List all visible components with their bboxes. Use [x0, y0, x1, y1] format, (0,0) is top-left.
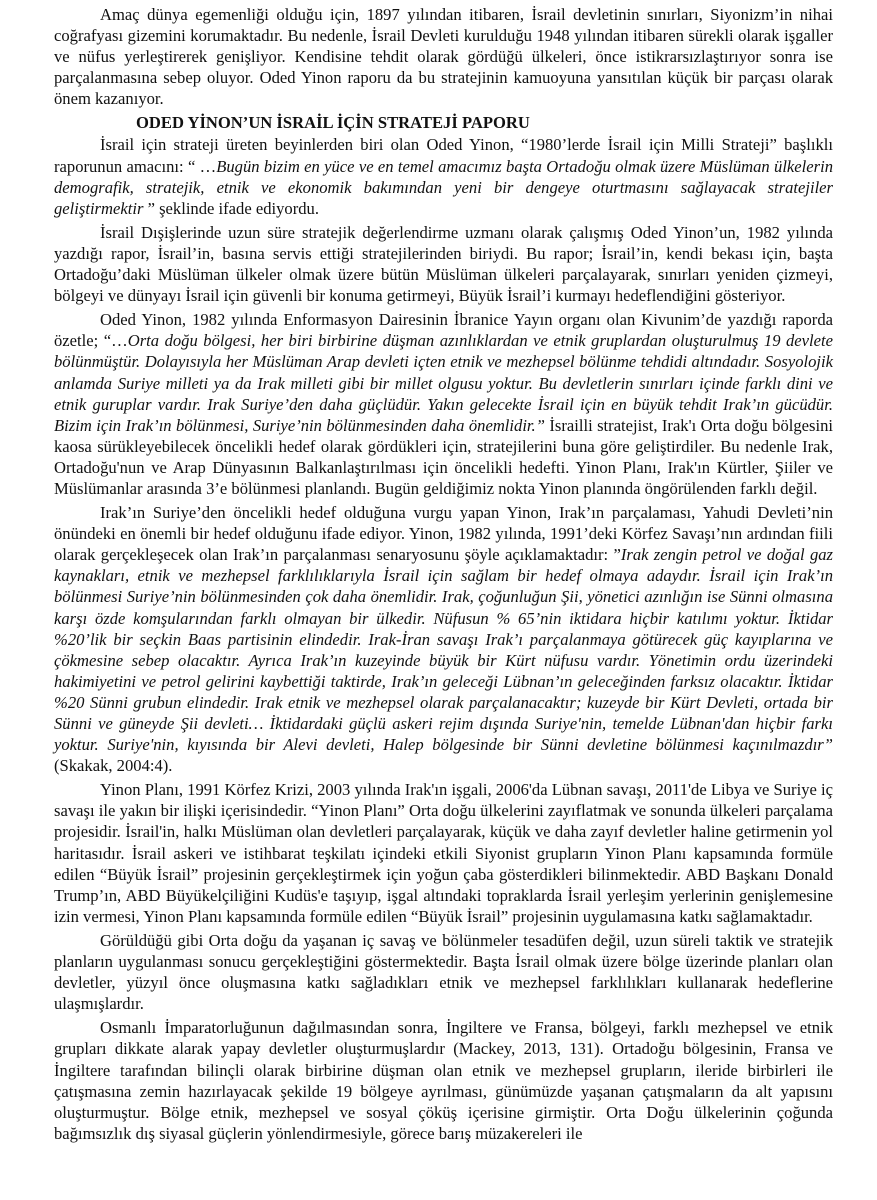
paragraph-text: İsrail için strateji üreten beyinlerden biri olan Oded Yinon, “1980’lerde İsrail için Milli Strateji” başlıklı raporunun amacını: “ … — [54, 135, 833, 176]
paragraph-text: ” şeklinde ifade ediyordu. — [143, 198, 319, 218]
citation: (Skakak, 2004:4). — [54, 756, 173, 776]
section-heading: ODED YİNON’UN İSRAİL İÇİN STRATEJİ PAPORU — [136, 113, 530, 133]
paragraph-text: İsrailli stratejist, Irak'ı Orta doğu bölgesini kaosa sürükleyebilecek öncelikli hedef olarak gördükleri için, stratejilerini buna göre geliştirdiler. Bu nedenle Irak, Ortadoğu'nun ve Arap Dünyasının Balkanlaştırılması için öncelikli hedefti. Yinon Planı, Irak'ın Kürtler, Şiiler ve Müslümanlar arasında 3’e bölünmesi planlandı. Bugün geldiğimiz nokta Yinon planında öngörülenden farklı değil. — [54, 415, 833, 498]
paragraph-text: Oded Yinon, 1982 yılında Enformasyon Dairesinin İbranice Yayın organı olan Kivunim’de yazdığı raporda özetle; “… — [54, 310, 833, 351]
paragraph-yinon-plan: Yinon Planı, 1991 Körfez Krizi, 2003 yılında Irak'ın işgali, 2006'da Lübnan savaşı, 2011'de Libya ve Suriye iç savaşı ile yakın bir ilişki içerisindedir. “Yinon Planı” Orta doğu ülkelerini zayıflatmak ve sonunda ülkeleri parçalama projesidir. İsrail'in, halkı Müslüman olan devletleri parçalayarak, küçük ve daha zayıf devletler haline getirmenin yol haritasıdır. İsrail askeri ve istihbarat teşkilatı içindeki etkili Siyonist grupların Yinon Planı kapsamında formüle edilen “Büyük İsrail” projesinin gerçekleştirmek için yoğun çaba gösterdikleri bilinmektedir. ABD Başkanı Donald Trump’ın, ABD Büyükelçiliğini Kudüs'e taşıyıp, işgal altındaki topraklarda İsrail yerleşim yerlerinin genişlemesine izin vermesi, Yinon Planı kapsamında formüle edilen “Büyük İsrail” projesinin uygulamasına katkı sağlamaktadır. — [54, 780, 833, 926]
paragraph-intro: Amaç dünya egemenliği olduğu için, 1897 yılından itibaren, İsrail devletinin sınırları, Siyonizm’in nihai coğrafyası gizemini korumaktadır. Bu nedenle, İsrail Devleti kurulduğu 1948 yılından itibaren sürekli olarak işgaller ve nüfus yerleştirerek genişliyor. Kendisine tehdit olarak gördüğü ülkeleri, önce istikrarsızlaştırıyor sonra ise parçalanmasına sebep oluyor. Oded Yinon raporu da bu stratejinin kamuoyuna yansıtılan küçük bir parçası olarak önem kazanıyor. — [54, 5, 833, 109]
quote-italic: Irak zengin petrol ve doğal gaz kaynakları, etnik ve mezhepsel farklılıklarıyla İsrail için sağlam bir hedef olmaya adaydır. İsrail için Irak’ın bölünmesi Suriye’nin bölünmesinden çok daha önemlidir. Irak, çoğunluğun Şii, yönetici azınlığın ise Sünni olmasına karşı özde komşularından farklı olmayan bir ülkedir. Nüfusun % 65’nin iktidara hiçbir katılımı yoktur. İktidar %20’lik bir seçkin Baas partisinin elindedir. Irak-İran savaşı Irak’ı parçalanmaya götürecek güç kayıplarına ve çökmesine sebep olacaktır. Ayrıca Irak’ın kuzeyinde büyük bir Kürt nüfusu vardır. Yönetimin ordu üzerindeki hakimiyetini ve petrol gelirini kaybettiği taktirde, Irak’ın geleceği Lübnan’ın geleceğinden farksız olacaktır. İktidar %20 Sünni grubun elindedir. Irak etnik ve mezhepsel olarak parçalanacaktır; kuzeyde bir Kürt Devleti, ortada bir Sünni ve güneyde Şii devleti… İktidardaki güçlü askeri rejim dışında Suriye'nin, temelde Lübnan'dan hiçbir farkı yoktur. Suriye'nin, kıyısında bir Alevi devleti, Halep bölgesinde bir Sünni devletine bölünmesi kaçınılmazdır” — [54, 545, 834, 755]
paragraph-conclusion: Görüldüğü gibi Orta doğu da yaşanan iç savaş ve bölünmeler tesadüfen değil, uzun süreli taktik ve stratejik planların uygulanması sonucu gerçekleştiğini göstermektedir. Başta İsrail olmak üzere bölge üzerinde planları olan devletler, yüzyıl önce oluşmasına katkı sağladıkları etnik ve mezhepsel farklılıkları kullanarak hedeflerine ulaşmışlardır. — [54, 930, 833, 1014]
quote-italic: Bugün bizim en yüce ve en temel amacımız başta Ortadoğu olmak üzere Müslüman ülkelerin demografik, stratejik, etnik ve ekonomik bakımından yeni bir dengeye oturtmasını sağlayacak stratejiler geliştirmektir — [54, 156, 834, 218]
paragraph-text: Irak’ın Suriye’den öncelikli hedef olduğuna vurgu yapan Yinon, Irak’ın parçalaması, Yahudi Devleti’nin önündeki en önemli bir hedef olduğunu ifade ediyor. Yinon, 1982 yılında, 1991’deki Körfez Savaşı’nın ardından fiili olarak gerçekleşecek olan Irak’ın parçalanması senaryosunu şöyle açıklamaktadır: ” — [54, 503, 833, 565]
paragraph-iraq — [54, 502, 833, 776]
paragraph-strategy-aim — [54, 134, 833, 218]
paragraph-ottoman: Osmanlı İmparatorluğunun dağılmasından sonra, İngiltere ve Fransa, bölgeyi, farklı mezhepsel ve etnik grupları dikkate alarak yapay devletler oluşturmuşlardır (Mackey, 2013, 131). Ortadoğu bölgesinin, Fransa ve İngiltere tarafından bilinçli olarak birbirine düşman olan etnik ve mezhepsel grupların, ileride birbirleri ile çatışmasına zemin hazırlayacak şekilde 19 bölgeye ayrılması, günümüzde yaşanan çatışmaların da alt yapısını oluşturmuştur. Bölge etnik, mezhepsel ve sosyal çöküş içerisine girmiştir. Orta Doğu ülkelerinin çoğunda bağımsızlık dış siyasal güçlerin yönlendirmesiyle, görece barış müzakereleri ile — [54, 1018, 833, 1143]
quote-italic: Orta doğu bölgesi, her biri birbirine düşman azınlıklardan ve etnik gruplardan oluşturulmuş 19 devlete bölünmüştür. Dolayısıyla her Müslüman Arap devleti içten etnik ve mezhepsel bölünme tehdidi altındadır. Sosyolojik anlamda Suriye milleti ya da Irak milleti gibi bir millet olgusu yoktur. Bu devletlerin sınırları içinde farklı dini ve etnik guruplar vardır. Irak Suriye’den daha güçlüdür. Yakın gelecekte İsrail için en büyük tehdit Irak’ın gücüdür. Bizim için Irak’ın bölünmesi, Suriye’nin bölünmesinden daha önemlidir.” — [54, 331, 833, 435]
paragraph-kivunim — [54, 309, 833, 499]
paragraph-report: İsrail Dışişlerinde uzun süre stratejik değerlendirme uzmanı olarak çalışmış Oded Yinon’un, 1982 yılında yazdığı rapor, İsrail’in, basına servis ettiği stratejilerinden biriydi. Bu rapor; İsrail’in, kendi bekası için, başta Ortadoğu’daki Müslüman ülkeler olmak üzere bütün Müslüman ülkeleri parçalayarak, sınırları yeniden çizmeyi, bölgeyi ve dünyayı İsrail için güvenli bir konuma getirmeyi, Büyük İsrail’i kurmayı hedeflendiğini gösteriyor. — [54, 222, 833, 306]
